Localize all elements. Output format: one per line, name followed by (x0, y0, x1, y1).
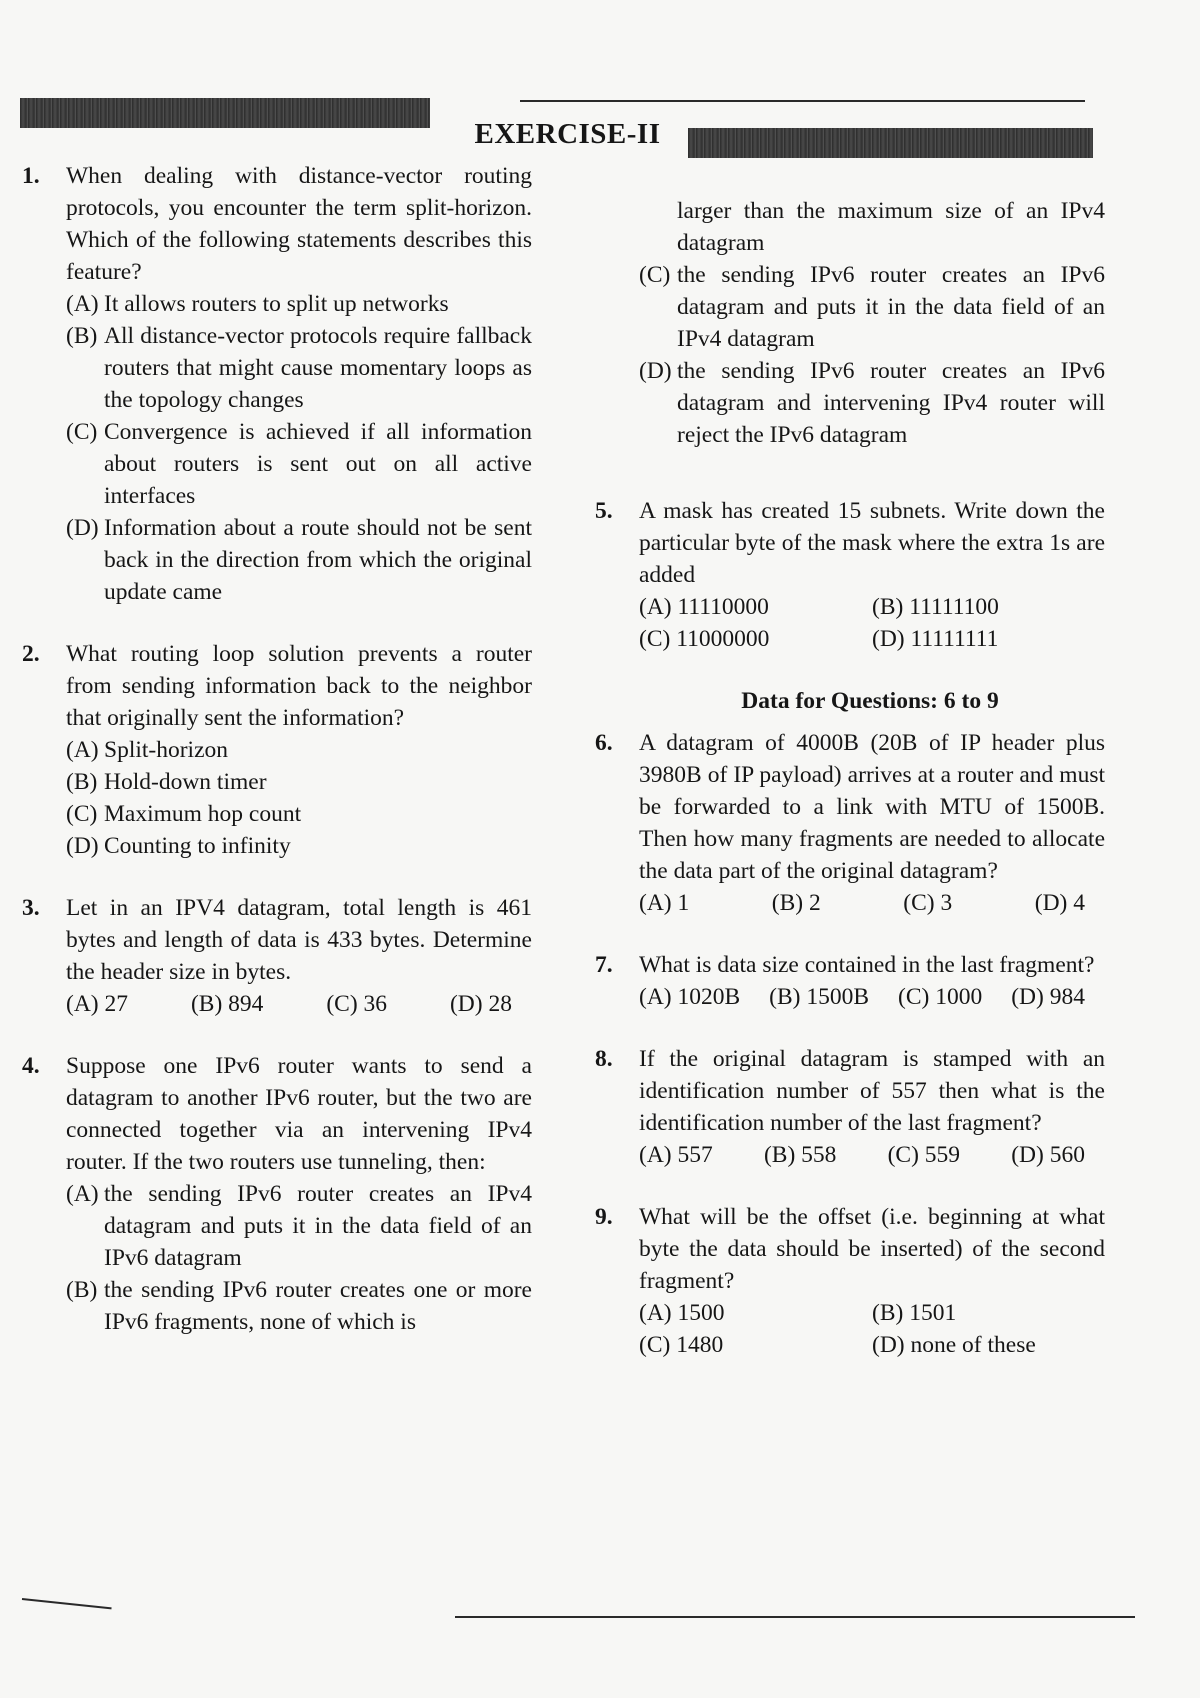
question-text: Suppose one IPv6 router wants to send a datagram to another IPv6 router, but the two are connected together via an intervening IPv4 router. If the two routers use tunneling, then: (66, 1053, 532, 1175)
exercise-title: EXERCISE-II (474, 118, 661, 150)
option-c: (C) 1480 (639, 1332, 724, 1358)
option-b: (B) 558 (763, 1142, 837, 1168)
question-number: 4. (22, 1053, 40, 1079)
top-rule-ticks (1030, 92, 1085, 102)
question-2 (22, 638, 532, 862)
option-c: (C) Convergence is achieved if all information about routers is sent out on all active interfaces (66, 419, 532, 509)
option-d: (D) 11111111 (872, 626, 999, 652)
question-text: What is data size contained in the last fragment? (639, 952, 1095, 978)
question-number: 3. (22, 895, 40, 921)
question-4 (22, 1050, 532, 1338)
question-3 (22, 892, 532, 1020)
option-b: (B) Hold-down timer (66, 769, 267, 795)
option-c: (C) 3 (903, 890, 953, 916)
header-band-right (688, 128, 1093, 158)
option-a: (A) 1500 (639, 1300, 725, 1326)
option-c: (C) the sending IPv6 router creates an IPv6 datagram and puts it in the data field of an IPv4 datagram (639, 262, 1105, 352)
question-8 (595, 1043, 1105, 1171)
option-d: (D) none of these (872, 1332, 1036, 1358)
question-number: 6. (595, 730, 613, 756)
option-c: (C) 1000 (898, 984, 983, 1010)
question-text: A mask has created 15 subnets. Write down the particular byte of the mask where the extra 1s are added (639, 498, 1105, 588)
option-d: (D) the sending IPv6 router creates an IPv6 datagram and intervening IPv4 router will reject the IPv6 datagram (639, 358, 1105, 448)
question-text: When dealing with distance-vector routing protocols, you encounter the term split-horizon. Which of the following statements describes this feature? (66, 163, 532, 285)
option-d: (D) Information about a route should not be sent back in the direction from which the original update came (66, 515, 532, 605)
right-column (595, 195, 1105, 1391)
option-a: (A) 1020B (639, 984, 741, 1010)
question-4-continued (595, 195, 1105, 259)
option-b: (B) 1500B (769, 984, 870, 1010)
option-c: (C) Maximum hop count (66, 801, 302, 827)
top-rule (520, 100, 1085, 102)
option-b: (B) 11111100 (872, 594, 999, 620)
options-grid (639, 591, 1105, 655)
question-text: A datagram of 4000B (20B of IP header plus 3980B of IP payload) arrives at a router and must be forwarded to a link with MTU of 1500B. Then how many fragments are needed to allocate the data part of the original datagram? (639, 730, 1105, 884)
option-d: (D) 984 (1011, 984, 1085, 1010)
option-a: (A) 1 (639, 890, 690, 916)
bottom-rule (455, 1616, 1135, 1618)
left-column (22, 160, 532, 1368)
option-a: (A) 557 (639, 1142, 713, 1168)
option-b: (B) the sending IPv6 router creates one or more IPv6 fragments, none of which is (66, 1277, 532, 1335)
question-number: 9. (595, 1204, 613, 1230)
option-a: (A) the sending IPv6 router creates an IPv4 datagram and puts it in the data field of an IPv6 datagram (66, 1181, 532, 1271)
options-row (66, 988, 532, 1020)
option-d: (D) 4 (1034, 890, 1085, 916)
option-c: (C) 559 (887, 1142, 961, 1168)
option-b: (B) 894 (190, 991, 264, 1017)
option-a: (A) Split-horizon (66, 737, 229, 763)
section-heading: Data for Questions: 6 to 9 (741, 688, 999, 714)
question-5 (595, 495, 1105, 655)
question-text: What routing loop solution prevents a router from sending information back to the neighbor that originally sent the information? (66, 641, 532, 731)
options-row (639, 887, 1105, 919)
question-9 (595, 1201, 1105, 1361)
question-7 (595, 949, 1105, 1013)
options-row (639, 1139, 1105, 1171)
question-text: If the original datagram is stamped with an identification number of 557 then what is the identification number of the last fragment? (639, 1046, 1105, 1136)
option-a: (A) 27 (66, 991, 128, 1017)
question-6 (595, 727, 1105, 919)
option-d: (D) 560 (1011, 1142, 1085, 1168)
options-row (639, 981, 1105, 1013)
header-band-left (20, 98, 430, 128)
option-b: (B) 2 (771, 890, 821, 916)
question-number: 1. (22, 163, 40, 189)
question-4-options-continued (595, 259, 1105, 451)
question-number: 8. (595, 1046, 613, 1072)
option-c: (C) 36 (326, 991, 388, 1017)
question-number: 2. (22, 641, 40, 667)
question-number: 7. (595, 952, 613, 978)
options-grid (639, 1297, 1105, 1361)
option-d: (D) 28 (449, 991, 512, 1017)
question-1 (22, 160, 532, 608)
question-text: Let in an IPV4 datagram, total length is 461 bytes and length of data is 433 bytes. Determine the header size in bytes. (66, 895, 532, 985)
option-c: (C) 11000000 (639, 626, 770, 652)
question-text: What will be the offset (i.e. beginning at what byte the data should be inserted) of the second fragment? (639, 1204, 1105, 1294)
bottom-left-mark (22, 1598, 112, 1609)
option-a: (A) 11110000 (639, 594, 769, 620)
option-b: (B) 1501 (872, 1300, 957, 1326)
option-b: (B) All distance-vector protocols require fallback routers that might cause momentary loops as the topology changes (66, 323, 532, 413)
option-b-continued: larger than the maximum size of an IPv4 datagram (677, 198, 1105, 256)
option-d: (D) Counting to infinity (66, 833, 291, 859)
option-a: (A) It allows routers to split up networks (66, 291, 449, 317)
question-number: 5. (595, 498, 613, 524)
